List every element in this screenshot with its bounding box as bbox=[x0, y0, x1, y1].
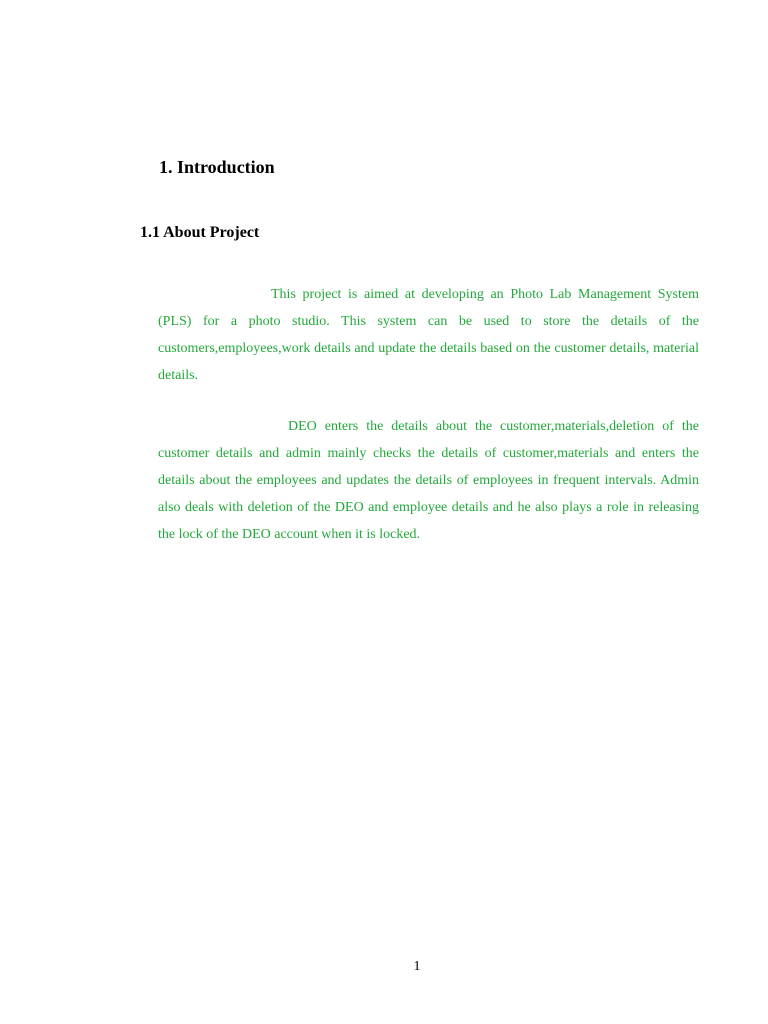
section-title: 1.1 About Project bbox=[140, 224, 260, 241]
chapter-title: 1. Introduction bbox=[159, 157, 275, 177]
body-paragraph-1: This project is aimed at developing an Photo Lab Management System (PLS) for a photo studio. This system can be used to store the details of the customers,employees,work details and update the details based on the customer details, material details. bbox=[158, 287, 699, 383]
body-paragraph-2: DEO enters the details about the customer,materials,deletion of the customer details and admin mainly checks the details of customer,materials and enters the details about the employees and updates the details of employees in frequent intervals. Admin also deals with deletion of the DEO and employee details and he also plays a role in releasing the lock of the DEO account when it is locked. bbox=[158, 419, 699, 542]
page-number: 1 bbox=[413, 959, 421, 974]
